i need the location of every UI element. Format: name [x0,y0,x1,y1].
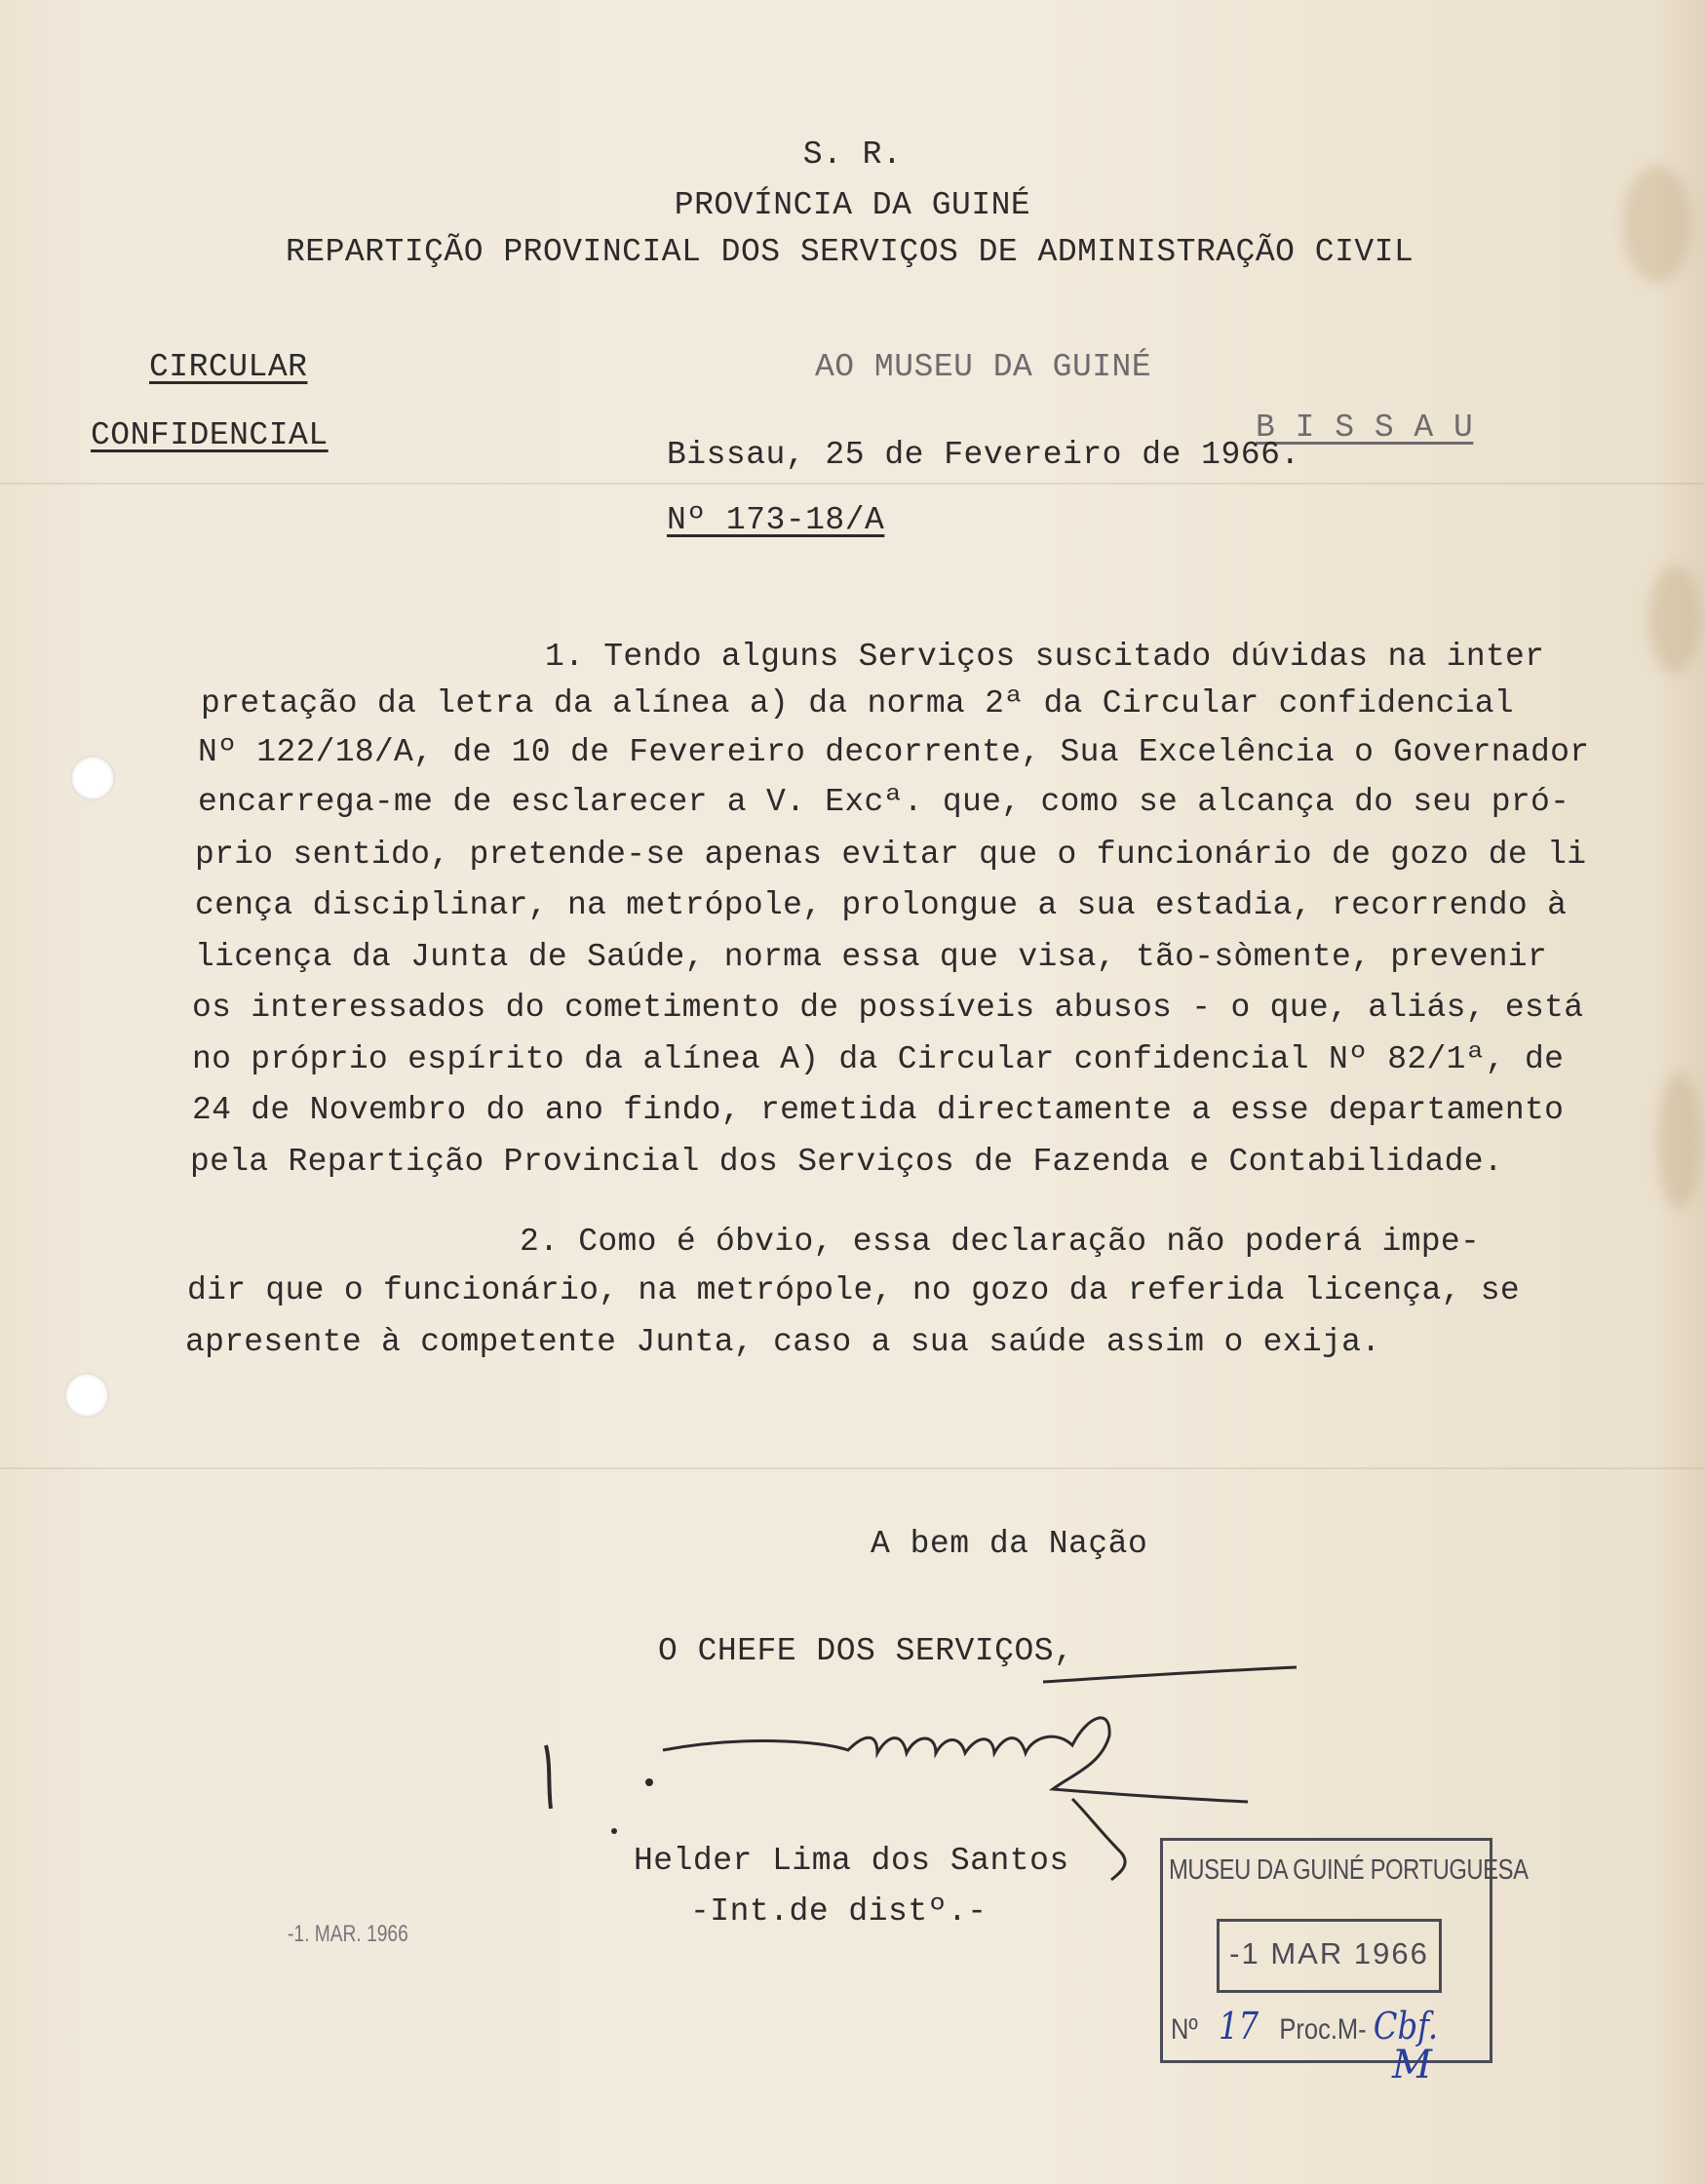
stamp-footer [1171,2005,1438,2048]
handwritten-initial: M [1392,2043,1433,2087]
stamp-number-value: 17 [1219,2005,1259,2048]
paragraph-line: pretação da letra da alínea a) da norma 2ª da Circular confidencial [201,685,1514,722]
recipient-city: B I S S A U [1256,410,1474,446]
stamp-proc-label: Proc.M- [1279,2013,1367,2046]
place-and-date: Bissau, 25 de Fevereiro de 1966. [667,437,1300,473]
received-date-stamp-small: -1. MAR. 1966 [288,1921,408,1947]
signatory-title: O CHEFE DOS SERVIÇOS, [658,1633,1074,1669]
paragraph-line: Nº 122/18/A, de 10 de Fevereiro decorrente, Sua Excelência o Governador [198,734,1590,770]
recipient-name: AO MUSEU DA GUINÉ [815,349,1152,385]
header-department: REPARTIÇÃO PROVINCIAL DOS SERVIÇOS DE ADMINISTRAÇÃO CIVIL [286,234,1414,270]
reference-number: Nº 173-18/A [667,502,885,538]
paper-fold-line [0,1467,1705,1469]
classification-circular: CIRCULAR [149,349,308,385]
paragraph-line: 2. Como é óbvio, essa declaração não poderá impe- [520,1224,1481,1260]
stamp-number-label: Nº [1171,2013,1198,2046]
paper-stain [1647,566,1701,673]
paragraph-line: 1. Tendo alguns Serviços suscitado dúvidas na inter [545,639,1545,675]
museum-receipt-stamp [1160,1838,1529,2063]
paper-stain [1657,1072,1701,1209]
stamp-date: -1 MAR 1966 [1229,1936,1429,1970]
paragraph-line: no próprio espírito da alínea A) da Circular confidencial Nº 82/1ª, de [192,1041,1565,1077]
signatory-role: -Int.de distº.- [690,1893,988,1930]
paragraph-line: pela Repartição Provincial dos Serviços de Fazenda e Contabilidade. [190,1144,1503,1180]
paragraph-line: apresente à competente Junta, caso a sua saúde assim o exija. [185,1324,1381,1360]
paragraph-line: dir que o funcionário, na metrópole, no gozo da referida licença, se [187,1272,1521,1308]
classification-confidencial: CONFIDENCIAL [91,417,329,453]
header-province: PROVÍNCIA DA GUINÉ [674,187,1031,223]
stamp-date-box [1217,1919,1442,1993]
paper-fold-line [0,483,1705,485]
paragraph-line: os interessados do cometimento de possíveis abusos - o que, aliás, está [192,990,1584,1026]
punch-hole [70,756,115,800]
paragraph-line: prio sentido, pretende-se apenas evitar que o funcionário de gozo de li [195,837,1587,873]
closing-salutation: A bem da Nação [871,1526,1148,1562]
punch-hole [64,1373,109,1418]
stamp-title: MUSEU DA GUINÉ PORTUGUESA [1169,1854,1529,1886]
paragraph-line: cença disciplinar, na metrópole, prolongue a sua estadia, recorrendo à [195,887,1568,923]
paper-stain [1623,166,1691,283]
header-line-sr: S. R. [802,136,903,173]
paragraph-line: licença da Junta de Saúde, norma essa que visa, tão-sòmente, prevenir [195,939,1548,975]
paragraph-line: encarrega-me de esclarecer a V. Excª. que, como se alcança do seu pró- [198,784,1570,820]
signatory-name: Helder Lima dos Santos [634,1843,1069,1879]
stamp-proc-value: Cbf. [1373,2005,1439,2048]
paragraph-line: 24 de Novembro do ano findo, remetida directamente a esse departamento [192,1092,1565,1128]
